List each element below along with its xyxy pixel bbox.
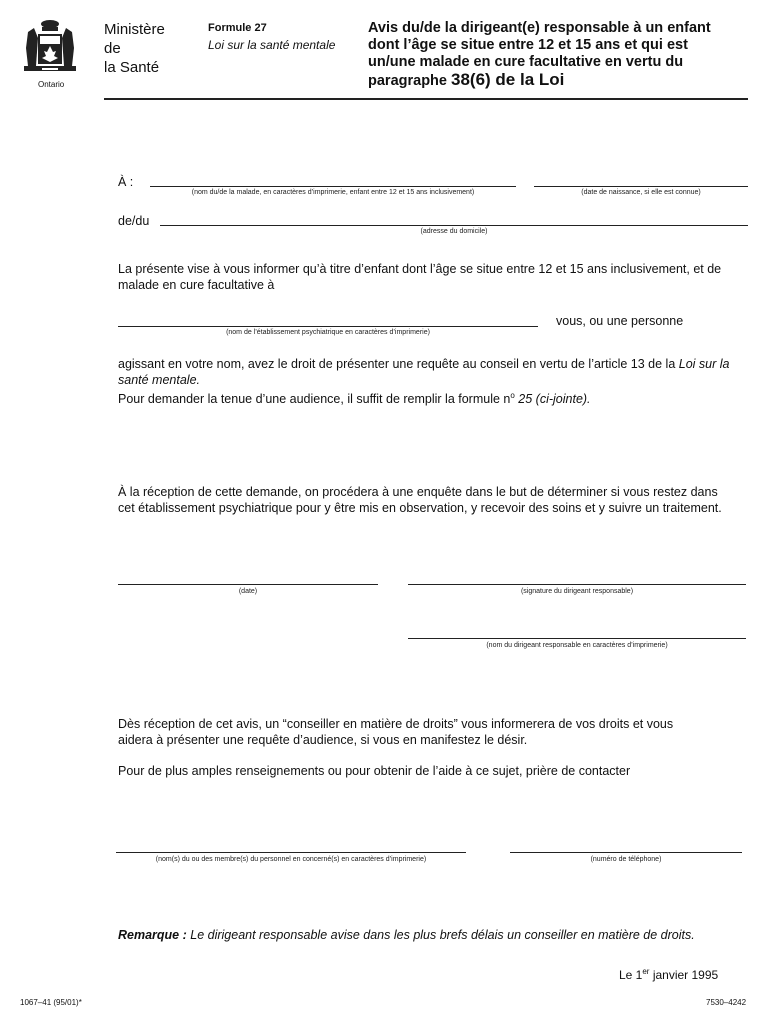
effective-date [619,967,718,982]
ministry-line-3: la Santé [104,59,160,76]
remark-label: Remarque : [118,928,187,942]
act-reference: Loi sur la [678,357,730,371]
header-rule [104,98,748,100]
paragraph-notice [118,261,758,293]
paragraph-rights-line-3 [118,388,758,407]
form-title [368,20,766,90]
form-25-reference: 25 (ci-jointe). [514,392,591,407]
remark [118,927,758,943]
effective-date-prefix: Le 1 [619,968,643,982]
title-line-4-highlight: 38(6) de la Loi [451,70,565,89]
number-superscript: o [510,391,515,400]
phone-caption: (numéro de téléphone) [590,856,662,863]
ministry-line-1: Ministère [104,21,165,38]
paragraph-notice-line-2: malade en cure facultative à [118,278,275,292]
staff-name-caption: (nom(s) du ou des membre(s) du personnel en concerné(s) en caractères d’imprimerie) [155,856,427,863]
patient-name-caption: (nom du/de la malade, en caractères d’imprimerie, enfant entre 12 et 15 ans inclusivement) [191,189,475,196]
paragraph-adviser [118,716,758,748]
act-name: Loi sur la santé mentale [208,38,336,52]
address-caption: (adresse du domicile) [420,228,488,235]
officer-name-caption: (nom du dirigeant responsable en caractères d’imprimerie) [486,642,668,649]
facility-name-caption: (nom de l’établissement psychiatrique en caractères d’imprimerie) [226,329,430,336]
date-caption: (date) [238,588,258,595]
stock-number: 7530–4242 [706,998,747,1007]
paragraph-adviser-line-2: aidera à présenter une requête d’audience, si vous en manifestez le désir. [118,733,528,747]
paragraph-rights-line-2: santé mentale. [118,373,200,387]
paragraph-rights [118,356,758,407]
form-code: 1067–41 (95/01)* [20,998,82,1007]
paragraph-inquiry-line-1: À la réception de cette demande, on procédera à une enquête dans le but de déterminer si vous restez dans [118,485,718,499]
paragraph-contact: Pour de plus amples renseignements ou pour obtenir de l’aide à ce sujet, prière de contacter [118,764,631,778]
staff-name-input[interactable] [116,852,466,853]
date-input[interactable] [118,584,378,585]
paragraph-notice-line-1: La présente vise à vous informer qu’à titre d’enfant dont l’âge se situe entre 12 et 15 ans inclusivement, et de [118,262,722,276]
officer-name-input[interactable] [408,638,746,639]
remark-text: Le dirigeant responsable avise dans les plus brefs délais un conseiller en matière de droits. [186,928,695,942]
hearing-text: Pour demander la tenue d’une audience, il suffit de remplir la formule n [118,392,511,407]
title-line-4-prefix: paragraphe [368,73,451,89]
form-number: Formule 27 [208,22,267,34]
ontario-coat-of-arms [20,18,80,84]
effective-date-superscript: er [642,967,650,976]
coat-of-arms-icon [20,18,80,84]
phone-input[interactable] [510,852,742,853]
to-label: À : [118,175,134,189]
ministry-line-2: de [104,40,121,57]
effective-date-suffix: janvier 1995 [649,968,719,982]
rights-text: agissant en votre nom, avez le droit de présenter une requête au conseil en vertu de l’article 13 de la [118,357,679,371]
address-label: de/du [118,214,150,228]
signature-caption: (signature du dirigeant responsable) [520,588,634,595]
title-line-4 [368,71,766,90]
facility-suffix: vous, ou une personne [556,314,684,328]
facility-name-input[interactable] [118,326,538,327]
title-line-3: un/une malade en cure facultative en vertu du [368,54,684,70]
signature-input[interactable] [408,584,746,585]
title-line-1: Avis du/de la dirigeant(e) responsable à un enfant [368,20,711,36]
date-of-birth-input[interactable] [534,186,748,187]
ministry-name [104,20,165,77]
paragraph-adviser-line-1: Dès réception de cet avis, un “conseiller en matière de droits” vous informerera de vos droits et vous [118,717,674,731]
date-of-birth-caption: (date de naissance, si elle est connue) [581,189,701,196]
patient-name-input[interactable] [150,186,516,187]
paragraph-rights-line-1 [118,356,758,372]
title-line-2: dont l’âge se situe entre 12 et 15 ans et qui est [368,37,688,53]
paragraph-inquiry-line-2: cet établissement psychiatrique pour y être mis en observation, y recevoir des soins et y suivre un traitement. [118,501,722,515]
crest-caption: Ontario [38,80,65,89]
paragraph-inquiry [118,484,758,516]
address-input[interactable] [160,225,748,226]
